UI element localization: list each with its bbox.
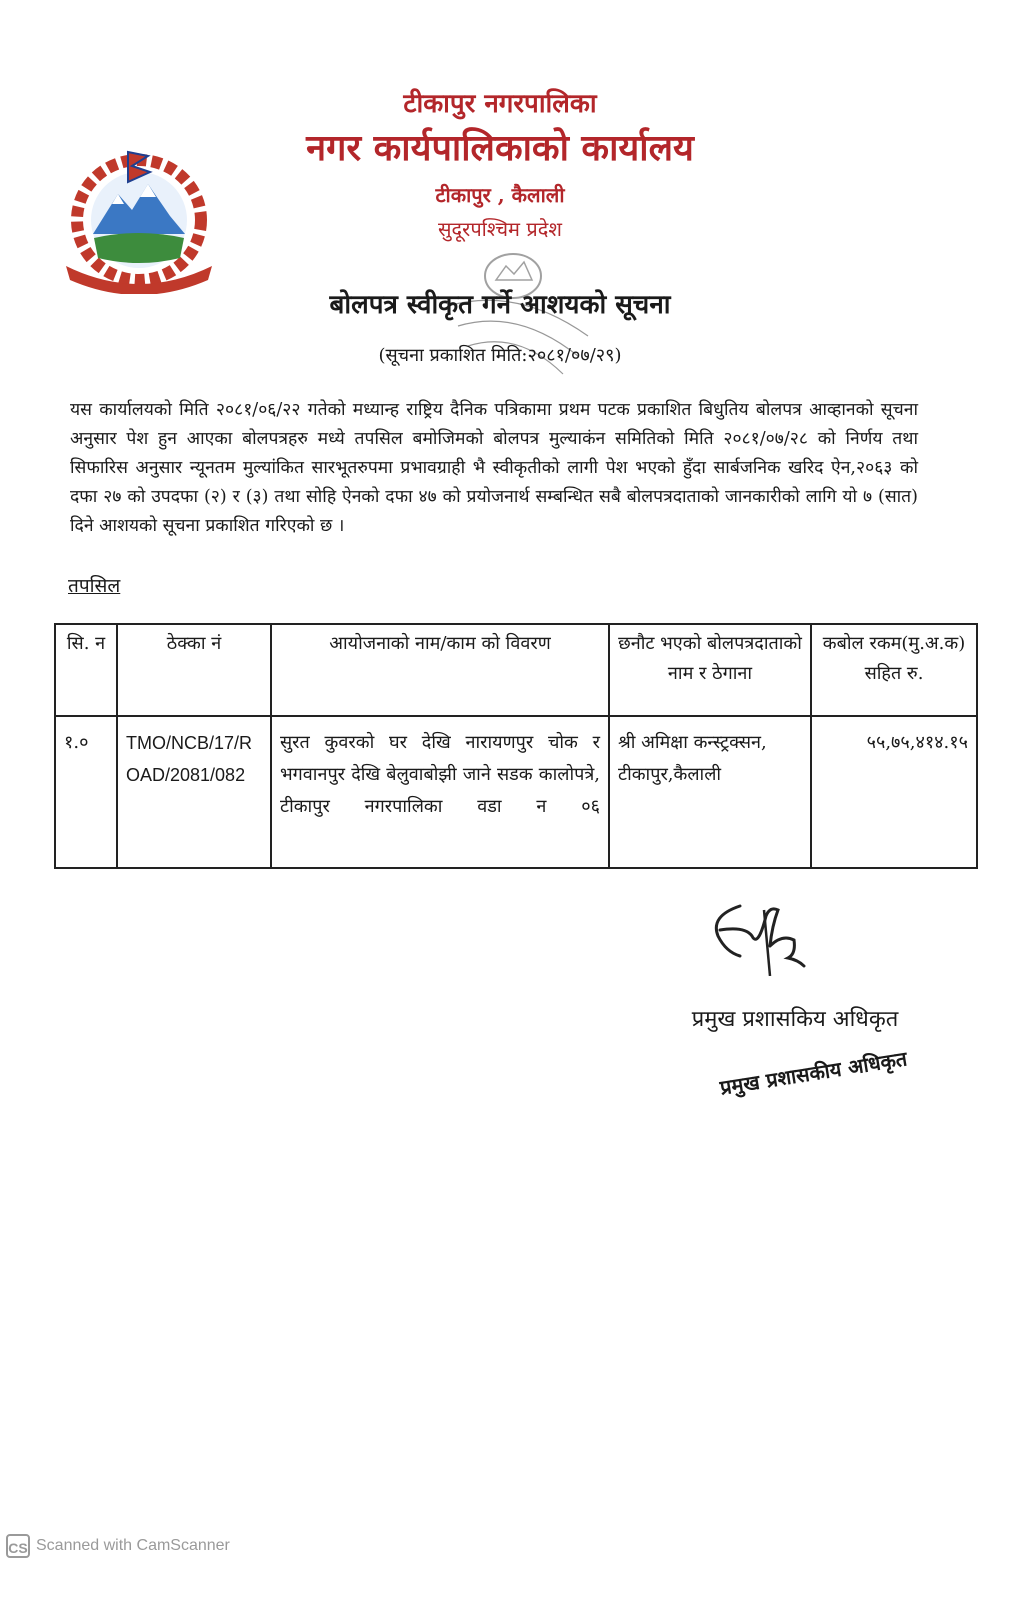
header-sn: सि. न (55, 624, 117, 716)
cell-description: सुरत कुवरको घर देखि नारायणपुर चोक र भगवानपुर देखि बेलुवाबोझी जाने सडक कालोपत्रे, टीकापुर नगरपालिका वडा न ०६ (271, 716, 609, 868)
notice-body: यस कार्यालयको मिति २०८१/०६/२२ गतेको मध्यान्ह राष्ट्रिय दैनिक पत्रिकामा प्रथम पटक प्रकाशित बिधुतिय बोलपत्र आव्हानको सूचना अनुसार पेश हुन आएका बोलपत्रहरु मध्ये तपसिल बमोजिमको बोलपत्र मुल्याकंन समितिको मिति २०८१/०७/२८ को निर्णय तथा सिफारिस अनुसार न्यूनतम मुल्यांकित सारभूतरुपमा प्रभावग्राही भै स्वीकृतीको लागी पेश भएको हुँदा सार्बजनिक खरिद ऐन,२०६३ को दफा २७ को उपदफा (२) र (३) तथा सोहि ऐनको दफा ४७ को प्रयोजनार्थ सम्बन्धित सबै बोलपत्रदाताको जानकारीको लागि यो ७ (सात) दिने आशयको सूचना प्रकाशित गरिएको छ । (70, 400, 918, 536)
header-bidder: छनौट भएको बोलपत्रदाताको नाम र ठेगाना (609, 624, 811, 716)
cell-amount: ५५,७५,४१४.१५ (811, 716, 977, 868)
province-name: सुदूरपश्चिम प्रदेश (438, 217, 562, 241)
office-header (230, 86, 770, 246)
camscanner-logo-icon: CS (6, 1534, 30, 1558)
handwritten-signature (700, 896, 820, 976)
table-row (55, 716, 977, 868)
cell-bidder: श्री अमिक्षा कन्स्ट्रक्सन, टीकापुर,कैलाली (609, 716, 811, 868)
office-name: नगर कार्यपालिकाको कार्यालय (306, 127, 694, 169)
scanner-watermark (6, 1534, 230, 1558)
watermark-text: Scanned with CamScanner (36, 1537, 230, 1554)
municipality-name: टीकापुर नगरपालिका (403, 89, 597, 119)
selected-bid-table (54, 623, 978, 869)
office-location: टीकापुर , कैलाली (435, 183, 565, 207)
header-contract-no: ठेक्का नं (117, 624, 271, 716)
schedule-label: तपसिल (68, 575, 121, 597)
header-description: आयोजनाको नाम/काम को विवरण (271, 624, 609, 716)
nepal-emblem-icon (58, 142, 220, 294)
header-amount: कबोल रकम(मु.अ.क) सहित रु. (811, 624, 977, 716)
notice-title: बोलपत्र स्वीकृत गर्ने आशयको सूचना (329, 290, 671, 320)
cell-sn: १.० (55, 716, 117, 868)
notice-published-date: (सूचना प्रकाशित मिति:२०८१/०७/२९) (378, 345, 622, 366)
table-header-row (55, 624, 977, 716)
cell-contract-no: TMO/NCB/17/ROAD/2081/082 (117, 716, 271, 868)
signatory-seal: प्रमुख प्रशासकीय अधिकृत (718, 1046, 909, 1100)
signatory-title: प्रमुख प्रशासकिय अधिकृत (691, 1007, 899, 1032)
